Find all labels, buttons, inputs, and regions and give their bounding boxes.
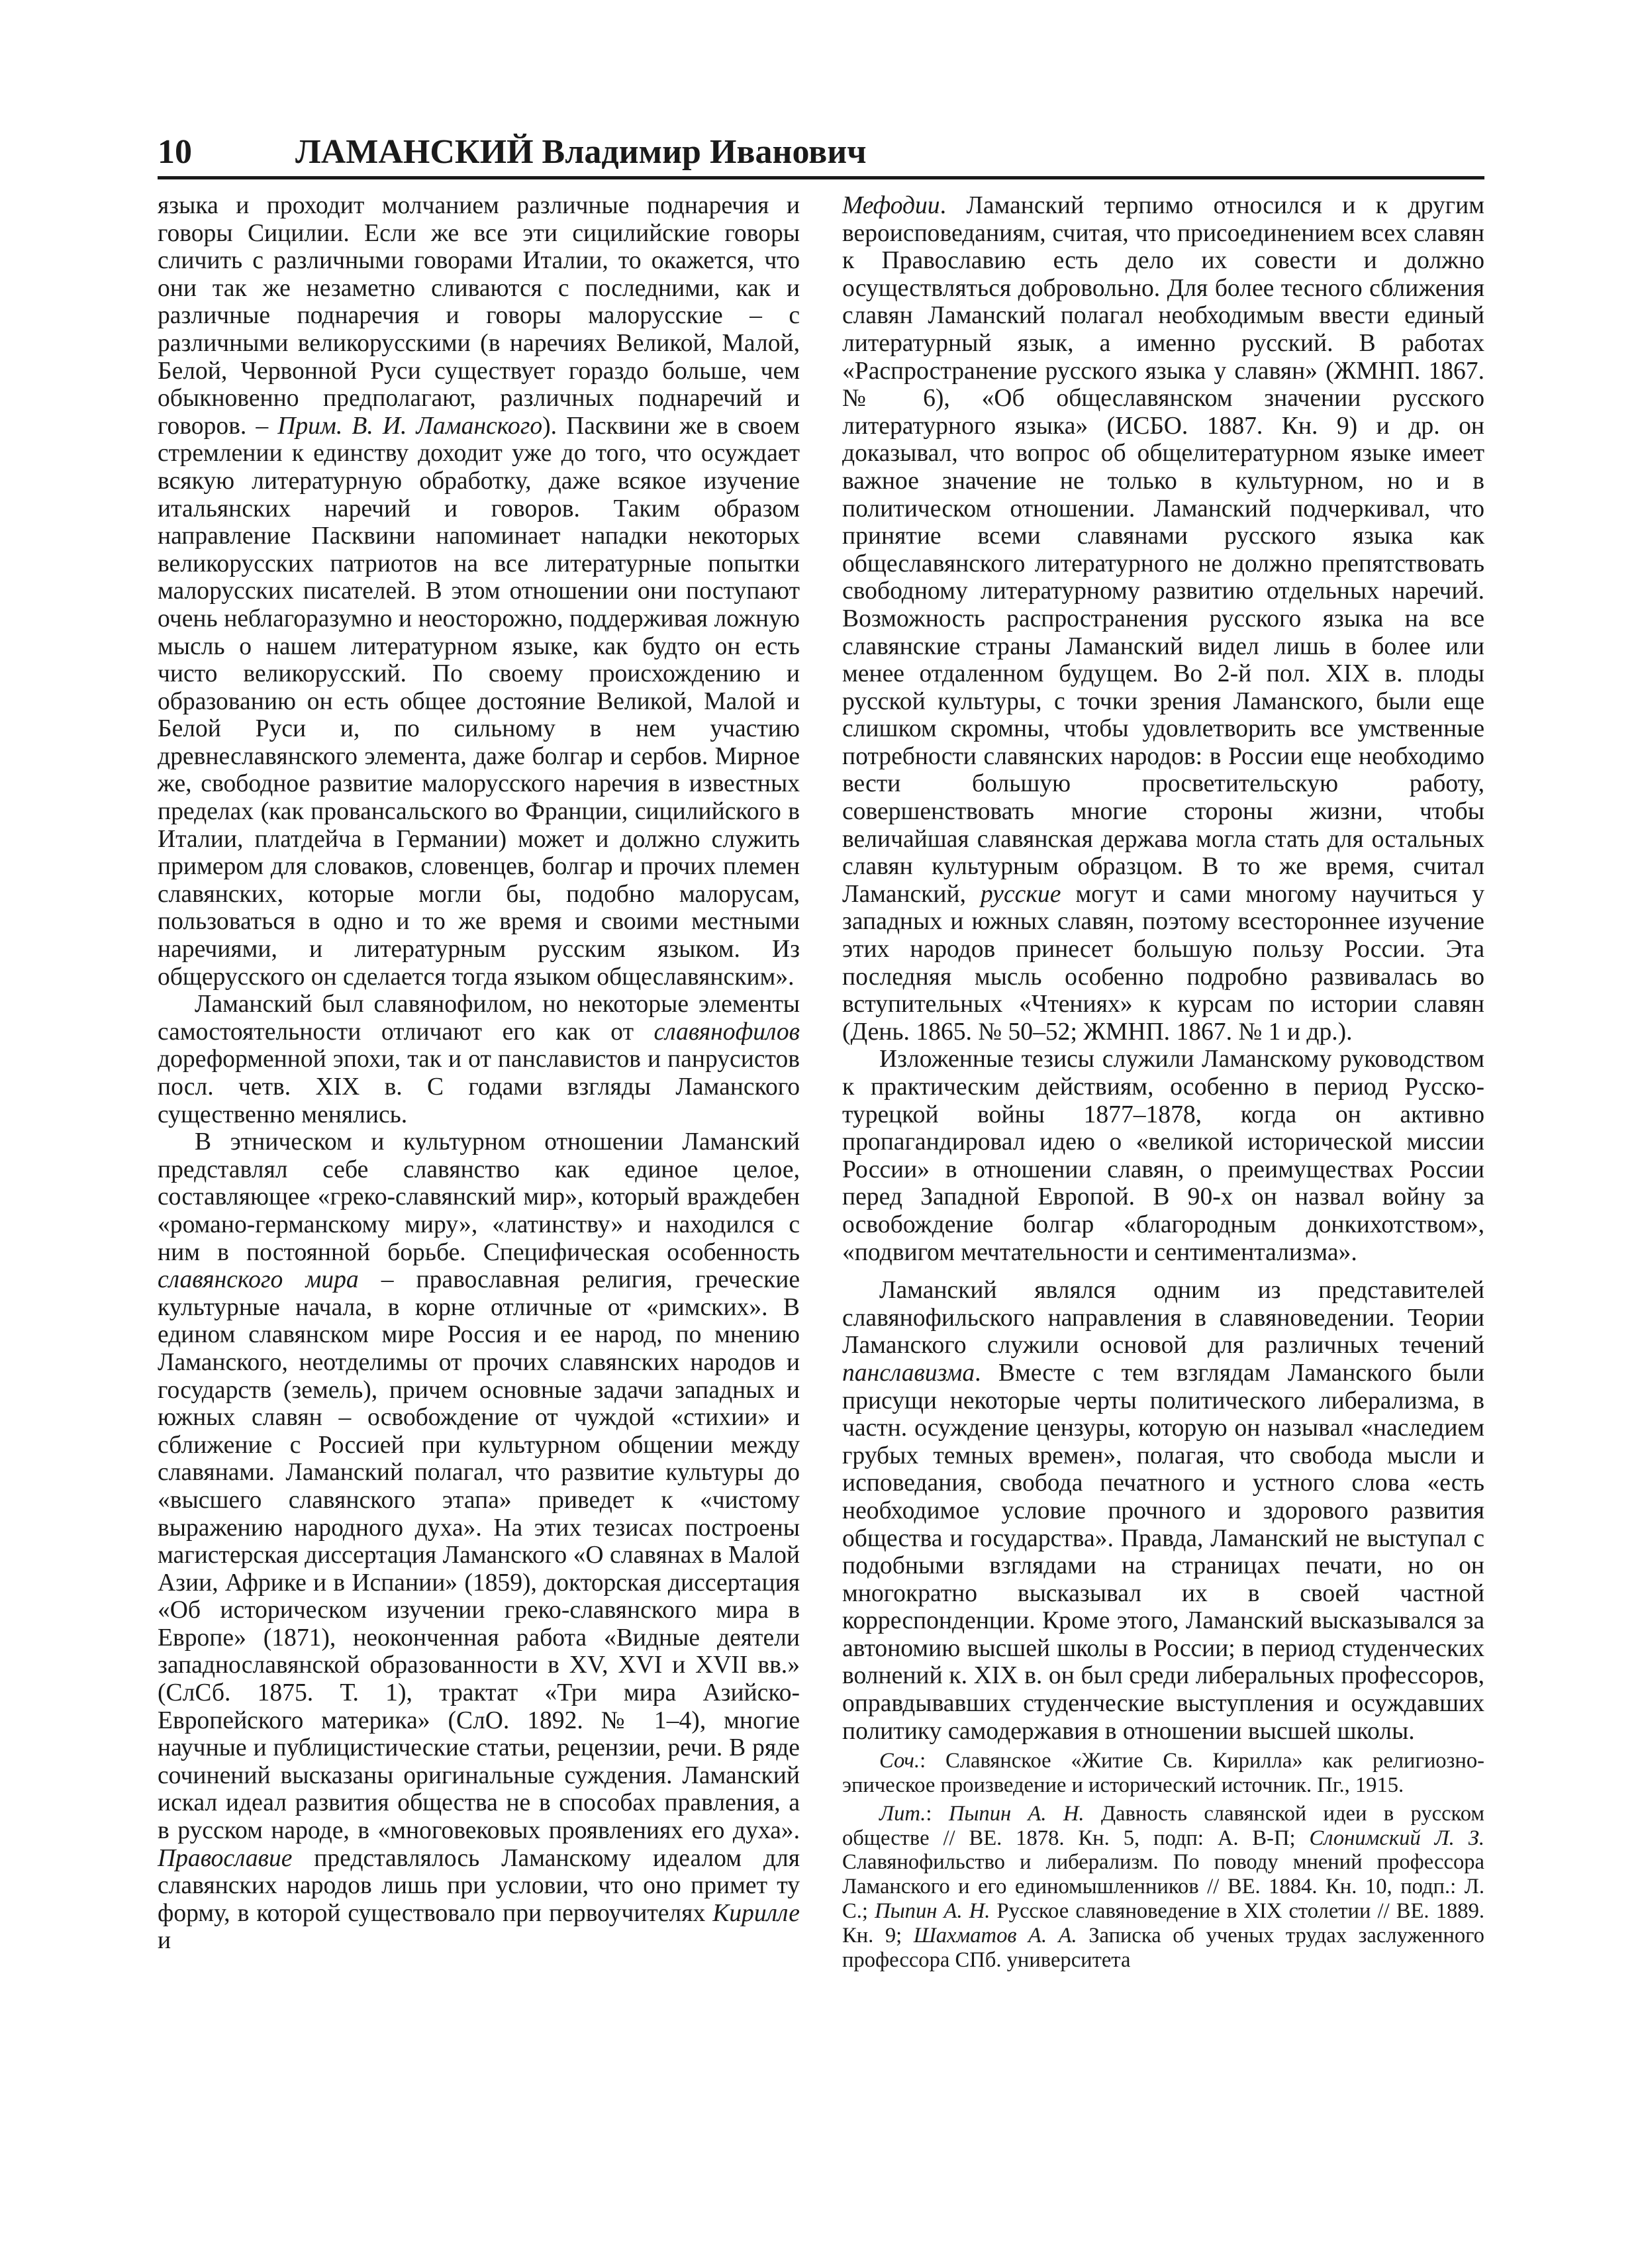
text-segment: Изложенные тезисы служили Ламанскому руководством к практическим действиям, особенно в период Русско-турецкой войны 1877–1878, когда он активно пропагандировал идею о «великой исторической миссии России» в отношении славян, о преимуществах России перед Западной Европой. В 90-х он назвал войну за освобождение болгар «благородным донкихотством», «подвигом мечтательности и сентиментализма». (842, 1046, 1484, 1266)
italic-text-segment: Пыпин А. Н. (948, 1801, 1085, 1826)
paragraph (158, 192, 800, 991)
italic-text-segment: Пыпин А. Н. (875, 1899, 990, 1924)
paragraph (842, 1277, 1484, 1745)
italic-text-segment: Православие (158, 1844, 293, 1872)
text-segment: могут и сами многому научиться у западных и южных славян, поэтому всестороннее изучение этих народов принесет большую пользу России. Эта последняя мысль особенно подробно развивалась во вступительных «Чтениях» к курсам по истории славян (День. 1865. № 50–52; ЖМНП. 1867. № 1 и др.). (842, 880, 1484, 1046)
text-segment: Русское славяноведение в XIX столетии // ВЕ. 1889. Кн. 9; (842, 1899, 1484, 1948)
paragraph (842, 1046, 1484, 1266)
italic-text-segment: славянофилов (653, 1018, 800, 1046)
text-segment: и (158, 1927, 171, 1955)
text-segment: . Вместе с тем взглядам Ламанского были присущи некоторые черты политического либерализма, в частн. осуждение цензуры, которую он называл «наследием грубых темных времен», полагая, что свобода мысли и исповедания, свобода печатного и устного слова «есть необходимое условие прочного и здорового развития общества и государства». Правда, Ламанский не выступал с подобными взглядами на страницах печати, но он многократно высказывал их в своей частной корреспонденции. Кроме этого, Ламанский высказывался за автономию высшей школы в России; в период студенческих волнений к. XIX в. он был среди либеральных профессоров, оправдывавших студенческие выступления и осуждавших политику самодержавия в отношении высшей школы. (842, 1359, 1484, 1745)
page-number: 10 (158, 133, 192, 171)
italic-text-segment: Мефодии (842, 192, 940, 219)
text-segment: Ламанский был славянофилом, но некоторые элементы самостоятельности отличают его как от (158, 991, 800, 1046)
italic-text-segment: русские (981, 880, 1061, 908)
text-segment: : (926, 1801, 949, 1826)
text-segment: : Славянское «Житие Св. Кирилла» как религиозно-эпическое произведение и исторический источник. Пг., 1915. (842, 1749, 1484, 1798)
italic-text-segment: славянского мира (158, 1266, 359, 1294)
text-segment: Давность славянской идеи в русском обществе // ВЕ. 1878. Кн. 5, подп: А. В-П; (842, 1801, 1485, 1850)
paragraph (158, 991, 800, 1128)
text-segment: . Ламанский терпимо относился и к другим вероисповеданиям, считая, что присоединением всех славян к Православию есть дело их совести и должно осуществляться добровольно. Для более тесного сближения славян Ламанский полагал необходимым ввести единый литературный язык, а именно русский. В работах «Распространение русского языка у славян» (ЖМНП. 1867. № 6), «Об общеславянском значении русского литературного языка» (ИСБО. 1887. Кн. 9) и др. он доказывал, что вопрос об общелитературном языке имеет важное значение не только в культурном, но и в политическом отношении. Ламанский подчеркивал, что принятие всеми славянами русского языка как общеславянского литературного не должно препятствовать свободному литературному развитию отдельных наречий. Возможность распространения русского языка на все славянские страны Ламанский видел лишь в более или менее отдаленном будущем. Во 2-й пол. XIX в. плоды русской культуры, с точки зрения Ламанского, были еще слишком скромны, чтобы удовлетворить все умственные потребности славянских народов: в России еще необходимо вести большую просветительскую работу, совершенствовать многие стороны жизни, чтобы величайшая славянская держава могла стать для остальных славян культурным образцом. В то же время, считал Ламанский, (842, 192, 1484, 908)
text-segment: ). Пасквини же в своем стремлении к единству доходит уже до того, что осуждает всякую литературную обработку, даже всякое изучение итальянских наречий и говоров. Таким образом направление Пасквини напоминает нападки некоторых великорусских патриотов на все литературные попытки малорусских писателей. В этом отношении они поступают очень неблагоразумно и неосторожно, поддерживая ложную мысль о нашем литературном языке, как будто он есть чисто великорусский. По своему происхождению и образованию он есть общее достояние Великой, Малой и Белой Руси и, по сильному в нем участию древнеславянского элемента, даже болгар и сербов. Мирное же, свободное развитие малорусского наречия в известных пределах (как провансальского во Франции, сицилийского в Италии, платдейча в Германии) может и должно служить примером для словаков, словенцев, болгар и прочих племен славянских, которые могли бы, подобно малорусам, пользоваться в одно и то же время и своими местными наречиями, и литературным русским языком. Из общерусского он сделается тогда языком общеславянским». (158, 412, 800, 991)
page-header (158, 132, 1484, 179)
right-column (842, 192, 1484, 1972)
left-column (158, 192, 800, 1955)
bibliography-works (842, 1749, 1484, 1798)
italic-text-segment: Кирилле (712, 1899, 800, 1927)
bibliography-literature (842, 1802, 1484, 1973)
text-segment: Записка об ученых трудах заслуженного профессора СПб. университета (842, 1923, 1484, 1972)
italic-text-segment: Шахматов А. А. (913, 1923, 1077, 1948)
text-segment: Славянофильство и либерализм. По поводу мнений профессора Ламанского и его единомышленников // ВЕ. 1884. Кн. 10, подп.: Л. С.; (842, 1850, 1484, 1924)
text-segment: представлялось Ламанскому идеалом для славянских народов лишь при условии, что оно примет ту форму, в которой существовало при первоучителях (158, 1844, 800, 1927)
text-segment: Ламанский являлся одним из представителей славянофильского направления в славяноведении. Теории Ламанского служили основой для различных течений (842, 1277, 1484, 1359)
paragraph (842, 192, 1484, 1046)
text-segment: дореформенной эпохи, так и от панславистов и панрусистов посл. четв. XIX в. С годами взгляды Ламанского существенно менялись. (158, 1046, 800, 1128)
text-segment: В этническом и культурном отношении Ламанский представлял себе славянство как единое целое, составляющее «греко-славянский мир», который враждебен «романо-германскому миру», «латинству» и находился с ним в постоянной борьбе. Специфическая особенность (158, 1128, 800, 1266)
running-title: ЛАМАНСКИЙ Владимир Иванович (295, 133, 867, 171)
text-segment: языка и проходит молчанием различные поднаречия и говоры Сицилии. Если же все эти сицилийские говоры сличить с различными говорами Италии, то окажется, что они так же незаметно сливаются с последними, как и различные поднаречия и говоры малорусские – с различными великорусскими (в наречиях Великой, Малой, Белой, Червонной Руси существует гораздо больше, чем обыкновенно предполагают, различных поднаречий и говоров. – (158, 192, 800, 440)
italic-text-segment: Слонимский Л. З. (1309, 1826, 1484, 1850)
text-segment: – православная религия, греческие культурные начала, в корне отличные от «римских». В едином славянском мире Россия и ее народ, по мнению Ламанского, неотделимы от прочих славянских народов и государств (земель), причем основные задачи западных и южных славян – освобождение от чуждой «стихии» и сближение с Россией при культурном общении между славянами. Ламанский полагал, что развитие культуры до «высшего славянского этапа» приведет к «чистому выражению народного духа». На этих тезисах построены магистерская диссертация Ламанского «О славянах в Малой Азии, Африке и в Испании» (1859), докторская диссертация «Об историческом изучении греко-славянского мира в Европе» (1871), неоконченная работа «Видные деятели западнославянской образованности в XV, XVI и XVII вв.» (СлСб. 1875. Т. 1), трактат «Три мира Азийско-Европейского материка» (СлО. 1892. № 1–4), многие научные и публицистические статьи, рецензии, речи. В ряде сочинений высказаны оригинальные суждения. Ламанский искал идеал развития общества не в способах правления, а в русском народе, в «многовековых проявлениях его духа». (158, 1266, 800, 1845)
italic-text-segment: Лит. (879, 1801, 926, 1826)
italic-text-segment: Соч. (879, 1749, 920, 1773)
italic-text-segment: Прим. В. И. Ламанского (277, 412, 543, 440)
italic-text-segment: панславизма (842, 1359, 975, 1387)
paragraph (158, 1128, 800, 1955)
